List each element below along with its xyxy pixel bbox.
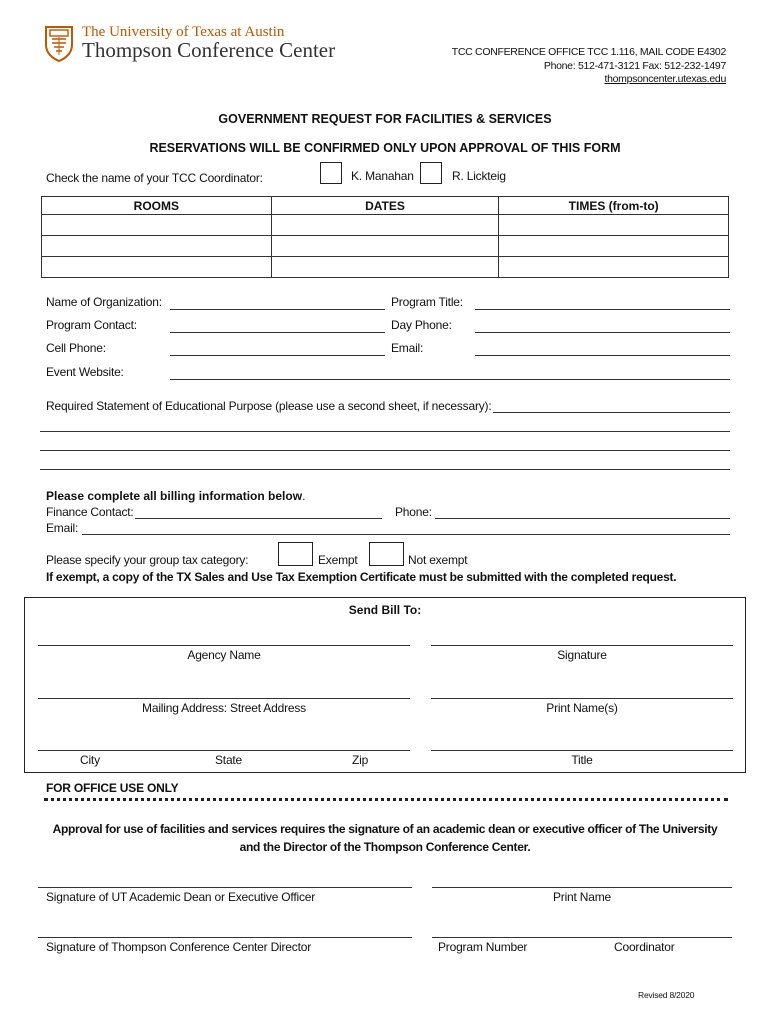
- table-row: [42, 257, 729, 278]
- coordinator-lickteig-label: R. Lickteig: [452, 169, 506, 183]
- coordinator-lickteig-checkbox[interactable]: [420, 162, 442, 184]
- office-website[interactable]: thompsoncenter.utexas.edu: [604, 73, 726, 85]
- director-signature-label: Signature of Thompson Conference Center Director: [46, 940, 311, 954]
- bill-title-field[interactable]: [431, 750, 733, 751]
- times-header: TIMES (from-to): [499, 197, 729, 215]
- state-label: State: [215, 753, 243, 767]
- coordinator-label-office: Coordinator: [614, 940, 675, 954]
- program-contact-label: Program Contact:: [46, 318, 137, 332]
- ut-shield-logo: [44, 25, 74, 63]
- tax-category-label: Please specify your group tax category:: [46, 553, 249, 567]
- office-use-divider: [44, 798, 728, 801]
- not-exempt-checkbox[interactable]: [369, 542, 404, 566]
- rooms-cell[interactable]: [42, 215, 272, 236]
- approval-text-line1: Approval for use of facilities and services requires the signature of an academic dean or executive officer of The University: [52, 822, 718, 836]
- office-phone: Phone: 512-471-3121 Fax: 512-232-1497: [543, 60, 726, 72]
- director-signature-field[interactable]: [38, 937, 412, 938]
- dates-cell[interactable]: [271, 215, 499, 236]
- form-subtitle: RESERVATIONS WILL BE CONFIRMED ONLY UPON APPROVAL OF THIS FORM: [149, 141, 621, 155]
- university-name: The University of Texas at Austin: [82, 24, 285, 40]
- times-cell[interactable]: [499, 236, 729, 257]
- times-cell[interactable]: [499, 215, 729, 236]
- program-title-label: Program Title:: [391, 295, 463, 309]
- email-field[interactable]: [475, 355, 730, 356]
- billing-phone-label: Phone:: [395, 505, 432, 519]
- statement-line-2[interactable]: [40, 431, 730, 432]
- times-cell[interactable]: [499, 257, 729, 278]
- coordinator-manahan-checkbox[interactable]: [320, 162, 342, 184]
- org-name-field[interactable]: [170, 309, 385, 310]
- program-contact-field[interactable]: [170, 332, 385, 333]
- bill-title-label: Title: [571, 753, 593, 767]
- dates-cell[interactable]: [271, 236, 499, 257]
- send-bill-box: [24, 597, 746, 773]
- event-website-label: Event Website:: [46, 365, 124, 379]
- send-bill-title: Send Bill To:: [348, 603, 422, 617]
- billing-heading-period: .: [302, 489, 306, 503]
- coordinator-label: Check the name of your TCC Coordinator:: [46, 171, 263, 185]
- approval-text-line2: and the Director of the Thompson Conference Center.: [239, 840, 531, 854]
- program-title-field[interactable]: [475, 309, 730, 310]
- rooms-cell[interactable]: [42, 257, 272, 278]
- table-row: [42, 236, 729, 257]
- billing-phone-field[interactable]: [435, 518, 730, 519]
- not-exempt-label: Not exempt: [408, 553, 468, 567]
- billing-email-field[interactable]: [82, 534, 730, 535]
- program-number-field[interactable]: [432, 937, 732, 938]
- zip-label: Zip: [352, 753, 369, 767]
- coordinator-manahan-label: K. Manahan: [351, 169, 414, 183]
- dean-signature-label: Signature of UT Academic Dean or Executive Officer: [46, 890, 316, 904]
- billing-heading-text: Please complete all billing information below: [46, 489, 303, 503]
- mailing-address-label: Mailing Address: Street Address: [142, 701, 306, 715]
- office-print-name-field[interactable]: [432, 887, 732, 888]
- exempt-note: If exempt, a copy of the TX Sales and Use Tax Exemption Certificate must be submitted with the completed request.: [46, 570, 677, 584]
- office-print-name-label: Print Name: [552, 890, 612, 904]
- dates-header: DATES: [271, 197, 499, 215]
- exempt-checkbox[interactable]: [278, 542, 313, 566]
- rooms-header: ROOMS: [42, 197, 272, 215]
- mailing-address-field[interactable]: [38, 698, 410, 699]
- bill-signature-field[interactable]: [431, 645, 733, 646]
- exempt-label: Exempt: [318, 553, 358, 567]
- form-title: GOVERNMENT REQUEST FOR FACILITIES & SERVICES: [218, 112, 552, 126]
- agency-name-field[interactable]: [38, 645, 410, 646]
- statement-line-3[interactable]: [40, 450, 730, 451]
- center-name: Thompson Conference Center: [82, 38, 336, 62]
- statement-field[interactable]: [493, 412, 730, 413]
- org-name-label: Name of Organization:: [46, 295, 162, 309]
- day-phone-field[interactable]: [475, 332, 730, 333]
- finance-contact-field[interactable]: [135, 518, 382, 519]
- cell-phone-label: Cell Phone:: [46, 341, 106, 355]
- event-website-field[interactable]: [170, 379, 730, 380]
- office-address: TCC CONFERENCE OFFICE TCC 1.116, MAIL CODE E4302: [451, 46, 726, 58]
- agency-name-label: Agency Name: [187, 648, 261, 662]
- email-label: Email:: [391, 341, 424, 355]
- billing-heading: [46, 489, 305, 503]
- office-use-heading: FOR OFFICE USE ONLY: [46, 781, 179, 795]
- dean-signature-field[interactable]: [38, 887, 412, 888]
- day-phone-label: Day Phone:: [391, 318, 452, 332]
- table-row: [42, 215, 729, 236]
- bill-signature-label: Signature: [557, 648, 607, 662]
- finance-contact-label: Finance Contact:: [46, 505, 134, 519]
- rooms-cell[interactable]: [42, 236, 272, 257]
- city-label: City: [80, 753, 100, 767]
- dates-cell[interactable]: [271, 257, 499, 278]
- statement-label: Required Statement of Educational Purpose (please use a second sheet, if necessary):: [46, 399, 492, 413]
- city-state-zip-field[interactable]: [38, 750, 410, 751]
- print-names-field[interactable]: [431, 698, 733, 699]
- statement-line-4[interactable]: [40, 469, 730, 470]
- print-names-label: Print Name(s): [546, 701, 618, 715]
- rooms-dates-times-table: [41, 196, 729, 278]
- program-number-label: Program Number: [438, 940, 528, 954]
- revision-date: Revised 8/2020: [638, 990, 695, 1000]
- cell-phone-field[interactable]: [170, 355, 385, 356]
- billing-email-label: Email:: [46, 521, 79, 535]
